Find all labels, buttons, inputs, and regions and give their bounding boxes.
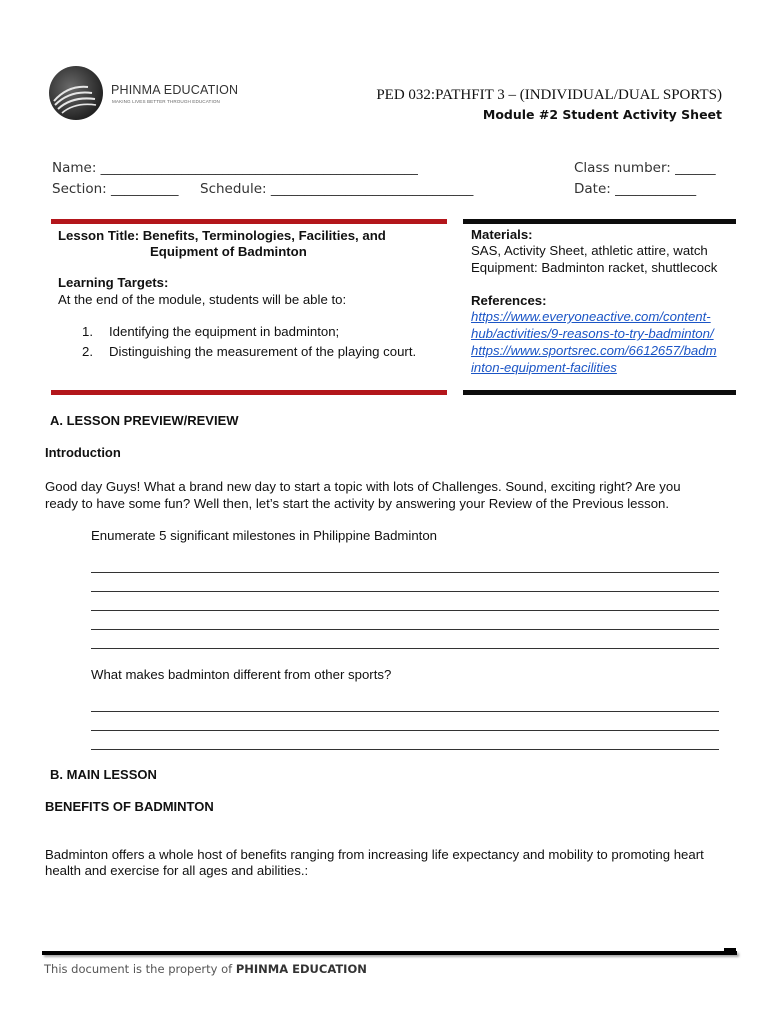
schedule-field[interactable]: Schedule: ______________________________ [200,181,474,197]
materials-box-top-rule [463,219,736,224]
lesson-box-bottom-rule [51,390,447,395]
section-b-heading: B. MAIN LESSON [50,767,157,782]
lesson-title-line1: Lesson Title: Benefits, Terminologies, Facilities, and [58,228,386,243]
target-number: 1. [82,324,93,339]
class-number-field[interactable]: Class number: ______ [574,160,716,176]
learning-targets-intro: At the end of the module, students will be able to: [58,292,347,307]
answer-line[interactable] [91,749,719,750]
module-title: Module #2 Student Activity Sheet [482,107,722,122]
answer-line[interactable] [91,648,719,649]
org-logo [48,65,238,127]
reference-link[interactable]: hub/activities/9-reasons-to-try-badminton/ [471,326,714,341]
materials-line1: SAS, Activity Sheet, athletic attire, watch [471,243,708,258]
introduction-line2: ready to have some fun? Well then, let’s start the activity by answering your Review of the Previous lesson. [45,496,670,511]
footer-prefix: This document is the property of [44,962,233,976]
reference-link[interactable]: https://www.sportsrec.com/6612657/badm [471,343,717,358]
question-milestones: Enumerate 5 significant milestones in Philippine Badminton [91,528,437,543]
target-number: 2. [82,344,93,359]
references-heading: References: [471,293,547,308]
benefits-line1: Badminton offers a whole host of benefits ranging from increasing life expectancy and mobility to promoting heart [45,847,704,862]
footer-rule [42,951,737,955]
reference-link[interactable]: https://www.everyoneactive.com/content- [471,309,711,324]
org-name: PHINMA EDUCATION [111,83,239,97]
materials-line2: Equipment: Badminton racket, shuttlecock [471,260,718,275]
footer-rule-end [724,948,736,954]
introduction-heading: Introduction [45,445,121,460]
section-a-heading: A. LESSON PREVIEW/REVIEW [50,413,239,428]
answer-line[interactable] [91,629,719,630]
target-text: Distinguishing the measurement of the playing court. [109,344,417,359]
section-field[interactable]: Section: __________ [52,181,179,197]
phinma-logo-icon [48,65,104,121]
answer-line[interactable] [91,572,719,573]
answer-line[interactable] [91,610,719,611]
name-field[interactable]: Name: _______________________________________________ [52,160,418,176]
org-tagline: MAKING LIVES BETTER THROUGH EDUCATION [112,99,220,104]
course-title: PED 032:PATHFIT 3 – (INDIVIDUAL/DUAL SPORTS) [376,87,722,103]
answer-line[interactable] [91,711,719,712]
footer-ownership-note [44,962,367,976]
materials-box-bottom-rule [463,390,736,395]
lesson-box-top-rule [51,219,447,224]
date-field[interactable]: Date: ____________ [574,181,697,197]
target-text: Identifying the equipment in badminton; [109,324,340,339]
answer-line[interactable] [91,730,719,731]
reference-link[interactable]: inton-equipment-facilities [471,360,617,375]
benefits-heading: BENEFITS OF BADMINTON [45,799,214,814]
learning-targets-heading: Learning Targets: [58,275,169,290]
introduction-line1: Good day Guys! What a brand new day to start a topic with lots of Challenges. Sound, exciting right? Are you [45,479,681,494]
footer-owner: PHINMA EDUCATION [235,962,367,976]
materials-heading: Materials: [471,227,533,242]
lesson-title [58,228,443,260]
benefits-line2: health and exercise for all ages and abilities.: [45,863,309,878]
lesson-title-line2: Equipment of Badminton [150,244,307,259]
question-differences: What makes badminton different from other sports? [91,667,392,682]
answer-line[interactable] [91,591,719,592]
